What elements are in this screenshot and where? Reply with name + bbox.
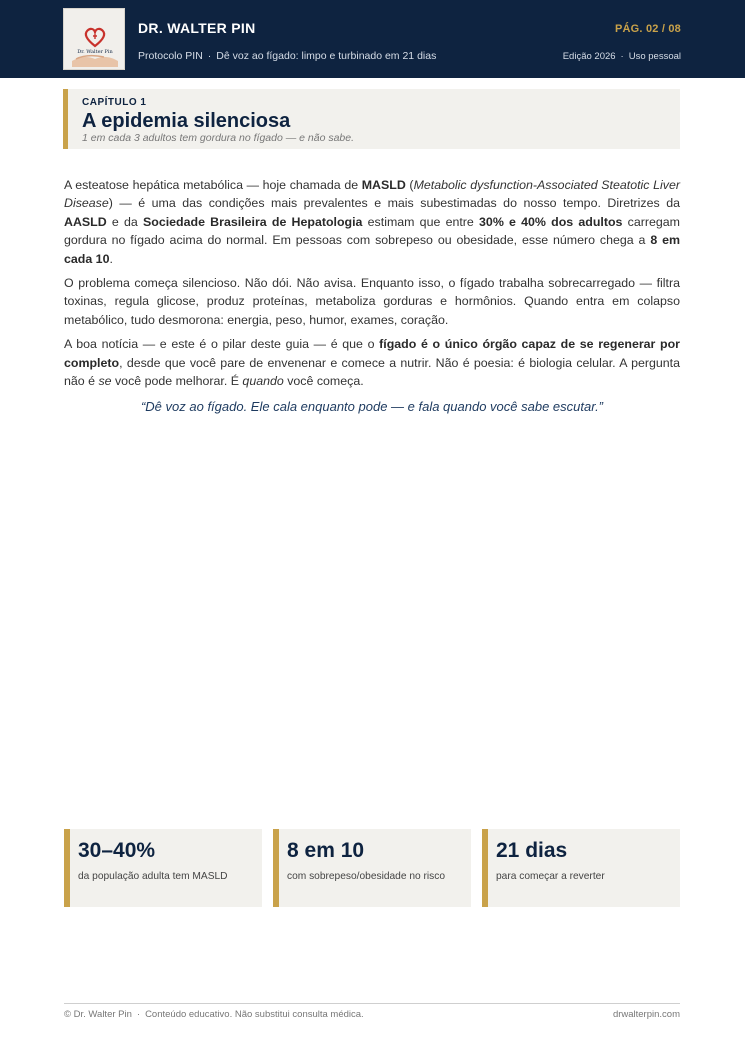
footer-notice (64, 1009, 364, 1020)
paragraph-silent: O problema começa silencioso. Não dói. Não avisa. Enquanto isso, o fígado trabalha sobrecarregado — filtra toxinas, regula glicose, produz proteínas, metaboliza gorduras e hormônios. Quando entra em colapso metabólico, tudo desmorona: energia, peso, humor, exames, coração. (64, 276, 680, 327)
edition-line (563, 51, 681, 62)
chapter-subtitle: 1 em cada 3 adultos tem gordura no fígado — e não sabe. (82, 132, 355, 144)
text-run: ) — é uma das condições mais prevalentes e mais subestimadas do nosso tempo. Diretrizes da (108, 196, 680, 211)
text-run: estimam que entre (362, 214, 480, 229)
pull-quote: “Dê voz ao fígado. Ele cala enquanto pode — e fala quando você sabe escutar.” (140, 399, 604, 414)
term-aasld: AASLD (64, 214, 107, 229)
page-number: PÁG. 02 / 08 (615, 23, 681, 35)
stat-value: 21 dias (496, 839, 568, 862)
stat-value: 8 em 10 (287, 839, 365, 862)
emphasis: se (98, 374, 112, 389)
brand-logo (63, 8, 125, 70)
heart-in-hand-icon (64, 9, 125, 70)
text-run: você começa. (283, 374, 364, 389)
chapter-banner (63, 89, 680, 149)
stat-highlight: 30% e 40% dos adultos (479, 214, 623, 229)
usage-label: Uso pessoal (628, 51, 681, 62)
term-definition: Metabolic dysfunction-Associated Steatotic Liver Disease (64, 178, 680, 211)
footer-copyright: © Dr. Walter Pin (64, 1009, 132, 1020)
emphasis: quando (242, 374, 284, 389)
stat-label: da população adulta tem MASLD (78, 871, 228, 882)
paragraph-good-news (64, 335, 680, 390)
protocol-line (138, 50, 436, 62)
term-masld: MASLD (361, 178, 406, 192)
protocol-name: Protocolo PIN (138, 50, 203, 62)
page-header (0, 0, 745, 78)
stat-card-risk (273, 829, 471, 907)
key-claim: fígado é o único órgão capaz de se regenerar por completo (64, 337, 680, 370)
separator: · (207, 50, 212, 62)
stat-card-prevalence (64, 829, 262, 907)
chapter-label: CAPÍTULO 1 (82, 97, 147, 108)
brand-name: DR. WALTER PIN (138, 20, 256, 36)
footer-website-link[interactable]: drwalterpin.com (612, 1009, 680, 1020)
term-sbh: Sociedade Brasileira de Hepatologia (143, 214, 363, 229)
text-run: . (109, 251, 113, 266)
separator: · (136, 1009, 141, 1020)
text-run: , desde que você pare de envenenar e comece a nutrir. Não é poesia: é biologia celular. A pergunta não é (64, 355, 680, 389)
footer-disclaimer: Conteúdo educativo. Não substitui consulta médica. (145, 1009, 364, 1020)
stat-label: para começar a reverter (496, 871, 605, 882)
text-run: e da (106, 214, 143, 229)
paragraph-masld (64, 176, 680, 268)
stat-card-days (482, 829, 680, 907)
text-run: você pode melhorar. É (111, 374, 243, 389)
protocol-tagline: Dê voz ao fígado: limpo e turbinado em 21 dias (216, 50, 437, 62)
footer-divider (64, 1003, 680, 1004)
text-run: A esteatose hepática metabólica — hoje chamada de (64, 178, 362, 192)
edition-label: Edição 2026 (562, 51, 616, 62)
stat-value: 30–40% (78, 839, 156, 862)
text-run: A boa notícia — e este é o pilar deste guia — é que o (64, 337, 380, 352)
stat-highlight: 8 em cada 10 (64, 233, 680, 266)
svg-text:Dr. Walter Pin: Dr. Walter Pin (77, 49, 113, 55)
chapter-title: A epidemia silenciosa (82, 110, 291, 132)
stat-label: com sobrepeso/obesidade no risco (287, 871, 446, 882)
separator: · (620, 51, 624, 62)
article-body (64, 176, 680, 396)
text-run: carregam gordura no fígado acima do normal. Em pessoas com sobrepeso ou obesidade, esse número chega a (64, 214, 680, 248)
text-run: ( (405, 178, 414, 192)
